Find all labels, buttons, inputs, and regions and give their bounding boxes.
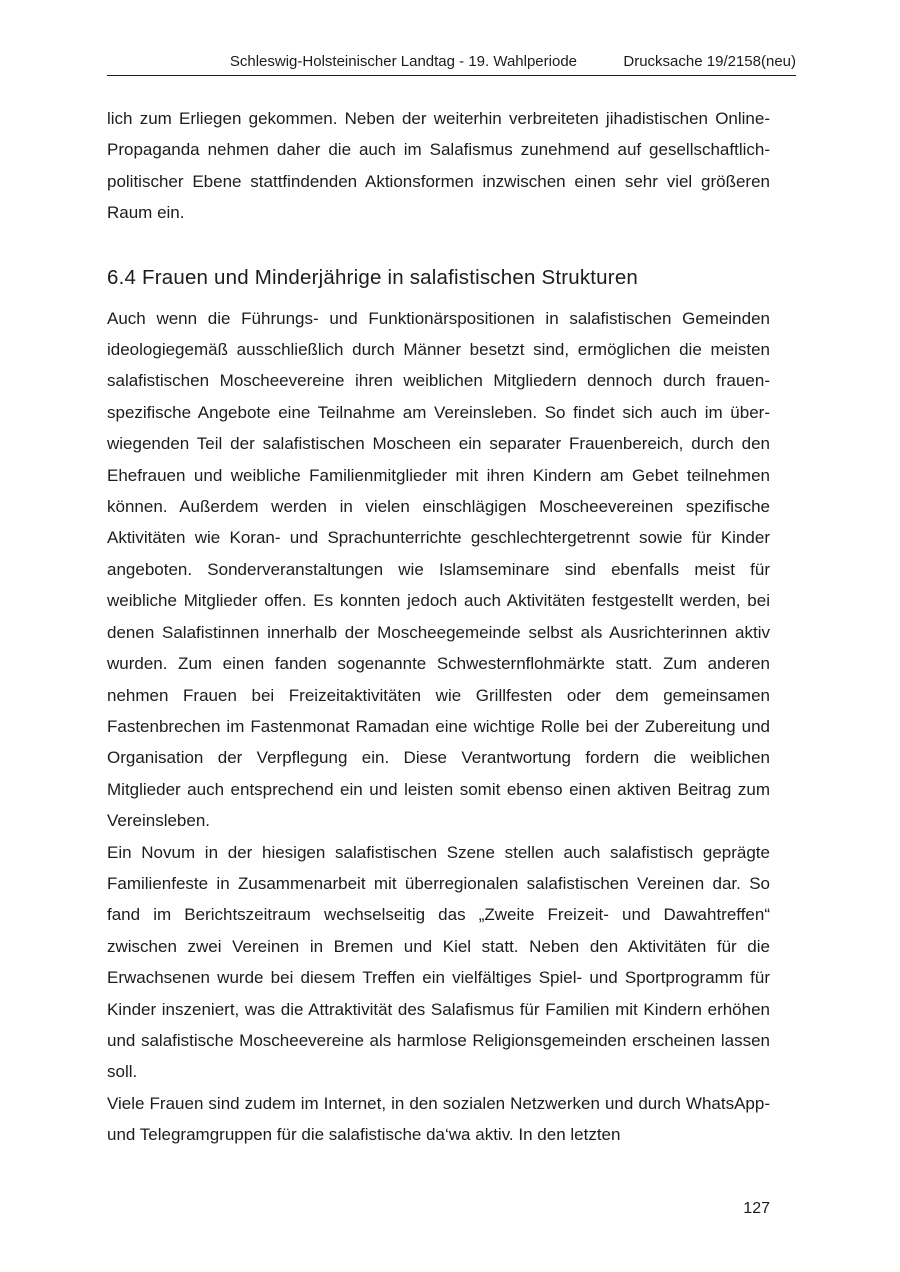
page-header <box>107 50 796 74</box>
paragraph-family-festivals: Ein Novum in der hiesigen salafistischen Szene stellen auch salafistisch geprägte Familienfeste in Zusammenarbeit mit überregionalen salafistischen Vereinen dar. So fand im Berichtszeitraum wechselseitig das „Zweite Freizeit- und Dawahtreffen“ zwischen zwei Vereinen in Bremen und Kiel statt. Neben den Aktivitäten für die Erwachsenen wurde bei diesem Treffen ein vielfältiges Spiel- und Sportprogramm für Kinder inszeniert, was die Attraktivität des Salafismus für Familien mit Kindern erhöhen und salafistische Moscheevereine als harmlose Religionsgemeinden erscheinen lassen soll. <box>107 842 770 1082</box>
paragraph-intro: lich zum Erliegen gekommen. Neben der weiterhin verbreiteten jihadistischen Online-Propaganda nehmen daher die auch im Salafismus zunehmend auf gesellschaftlich-politischer Ebene stattfindenden Aktionsformen inzwischen einen sehr viel größeren Raum ein. <box>107 109 770 223</box>
header-document-number: Drucksache 19/2158(neu) <box>623 53 796 70</box>
section-heading: 6.4 Frauen und Minderjährige in salafistischen Strukturen <box>107 265 639 289</box>
paragraph-women-roles: Auch wenn die Führungs- und Funktionärspositionen in salafistischen Gemeinden ideologiegemäß ausschließlich durch Männer besetzt sind, ermöglichen die meisten salafistischen Moscheevereine ihren weiblichen Mitgliedern dennoch durch frauenspezifische Angebote eine Teilnahme am Vereinsleben. So findet sich auch im überwiegenden Teil der salafistischen Moscheen ein separater Frauenbereich, durch den Ehefrauen und weibliche Familienmitglieder mit ihren Kindern am Gebet teilnehmen können. Außerdem werden in vielen einschlägigen Moscheevereinen spezifische Aktivitäten wie Koran- und Sprachunterrichte geschlechtergetrennt sowie für Kinder angeboten. Sonderveranstaltungen wie Islamseminare sind ebenfalls meist für weibliche Mitglieder offen. Es konnten jedoch auch Aktivitäten festgestellt werden, bei denen Salafistinnen innerhalb der Moscheegemeinde selbst als Ausrichterinnen aktiv wurden. Zum einen fanden sogenannte Schwesternflohmärkte statt. Zum anderen nehmen Frauen bei Freizeitaktivitäten wie Grillfesten oder dem gemeinsamen Fastenbrechen im Fastenmonat Ramadan eine wichtige Rolle bei der Zubereitung und Organisation der Verpflegung ein. Diese Verantwortung fordern die weiblichen Mitglieder auch entsprechend ein und leisten somit ebenso einen aktiven Beitrag zum Vereinsleben. <box>107 308 770 831</box>
page-body <box>107 103 770 1151</box>
page-number: 127 <box>743 1200 770 1217</box>
paragraph-online-activity: Viele Frauen sind zudem im Internet, in den sozialen Netzwerken und durch WhatsApp- und Telegramgruppen für die salafistische da‘wa aktiv. In den letzten <box>107 1093 770 1145</box>
header-divider <box>107 75 796 76</box>
header-parliament-title: Schleswig-Holsteinischer Landtag - 19. Wahlperiode <box>229 53 577 70</box>
